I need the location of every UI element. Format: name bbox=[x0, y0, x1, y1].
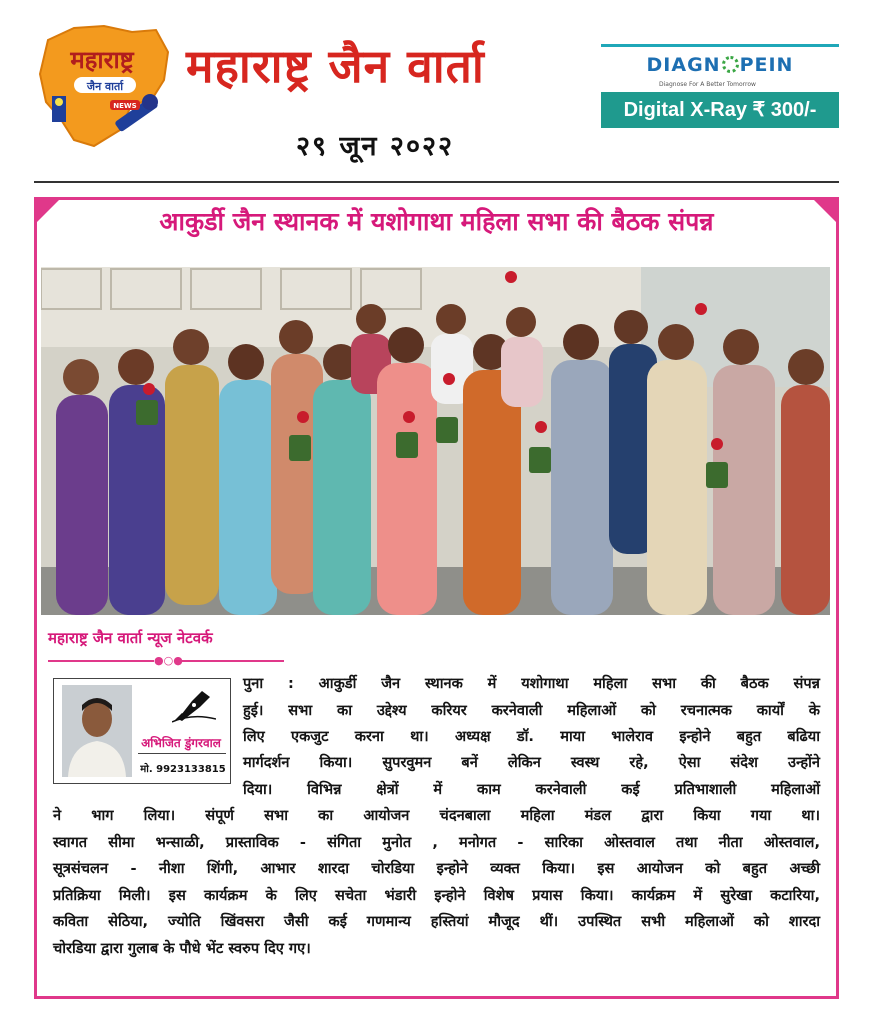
issue-date: २९ जून २०२२ bbox=[296, 131, 455, 162]
reporter-name: अभिजित डुंगरवाल bbox=[141, 736, 221, 750]
maharashtra-map-logo-icon bbox=[34, 22, 174, 150]
diagnopein-advertisement[interactable] bbox=[601, 44, 839, 130]
body-line: सूत्रसंचलन - नीशा शिंगी, आभार शारदा चोरडिया इन्होने व्यक्त किया। इस आयोजन को बहुत अच्छी bbox=[53, 860, 820, 877]
logo-sub-text: जैन वार्ता bbox=[86, 80, 124, 93]
body-line: स्वागत सीमा भन्साळी, प्रास्ताविक - संगिता मुनोत , मनोगत - सारिका ओस्तवाल तथा नीता ओस्तवाल, bbox=[53, 834, 820, 851]
group-photo-icon bbox=[41, 267, 830, 615]
body-line: ने भाग लिया। संपूर्ण सभा का आयोजन चंदनबाला महिला मंडल द्वारा किया गया था। bbox=[53, 807, 820, 824]
byline: महाराष्ट्र जैन वार्ता न्यूज नेटवर्क bbox=[48, 629, 213, 647]
body-line: मार्गदर्शन किया। सुपरवुमन बनें लेकिन स्वस्थ रहे, ऐसा संदेश उन्होंने bbox=[243, 754, 820, 771]
body-line: हुई। सभा का उद्देश्य करियर करनेवाली महिलाओं को रचनात्मक कार्यों के bbox=[243, 702, 820, 719]
pen-nib-icon bbox=[172, 683, 216, 723]
body-line: चोरडिया द्वारा गुलाब के पौधे भेंट स्वरुप दिए गए। bbox=[53, 940, 311, 957]
reporter-divider bbox=[138, 753, 226, 754]
ornament-icon: ●○● bbox=[154, 654, 183, 667]
newspaper-logo bbox=[34, 22, 174, 150]
article-headline: आकुर्डी जैन स्थानक में यशोगाथा महिला सभा की बैठक संपन्न bbox=[159, 207, 714, 236]
masthead-title: महाराष्ट्र जैन वार्ता bbox=[186, 39, 485, 93]
reporter-card bbox=[53, 678, 231, 784]
ad-top-line bbox=[601, 44, 839, 47]
logo-brand-text: महाराष्ट्र bbox=[70, 45, 134, 74]
body-line: प्रतिक्रिया मिली। इस कार्यक्रम के लिए सचेता भंडारी इन्होने विशेष प्रयास किया। कार्यक्रम में सुरेखा कटारिया, bbox=[53, 887, 820, 904]
ad-brand bbox=[601, 54, 839, 76]
ad-offer: Digital X-Ray ₹ 300/- bbox=[601, 92, 839, 128]
reporter-phone: मो. 9923133815 bbox=[140, 764, 226, 775]
body-line: कविता सेठिया, ज्योति खिंवसरा जैसी कई गणमान्य हस्तियां मौजूद थीं। उपस्थित सभी महिलाओं को शारदा bbox=[53, 913, 820, 930]
ad-tagline: Diagnose For A Better Tomorrow bbox=[659, 81, 756, 88]
logo-badge-text: NEWS bbox=[113, 102, 137, 110]
ad-brand-part2: PEIN bbox=[739, 54, 794, 76]
byline-divider bbox=[48, 654, 284, 667]
body-line: दिया। विभिन्न क्षेत्रों में काम करनेवाली कई प्रतिभाशाली महिलाओं bbox=[243, 781, 820, 798]
body-line: लिए एकजुट करना था। अध्यक्ष डॉ. माया भालेराव इन्होने बहुत बढिया bbox=[243, 728, 820, 745]
brand-o-icon bbox=[722, 56, 739, 73]
reporter-photo bbox=[62, 685, 132, 777]
header-divider bbox=[34, 181, 839, 183]
body-line: पुना : आकुर्डी जैन स्थानक में यशोगाथा महिला सभा की बैठक संपन्न bbox=[243, 675, 820, 692]
reporter-avatar-icon bbox=[62, 685, 132, 777]
ad-brand-part1: DIAGN bbox=[646, 54, 721, 76]
article-photo[interactable] bbox=[41, 267, 830, 615]
